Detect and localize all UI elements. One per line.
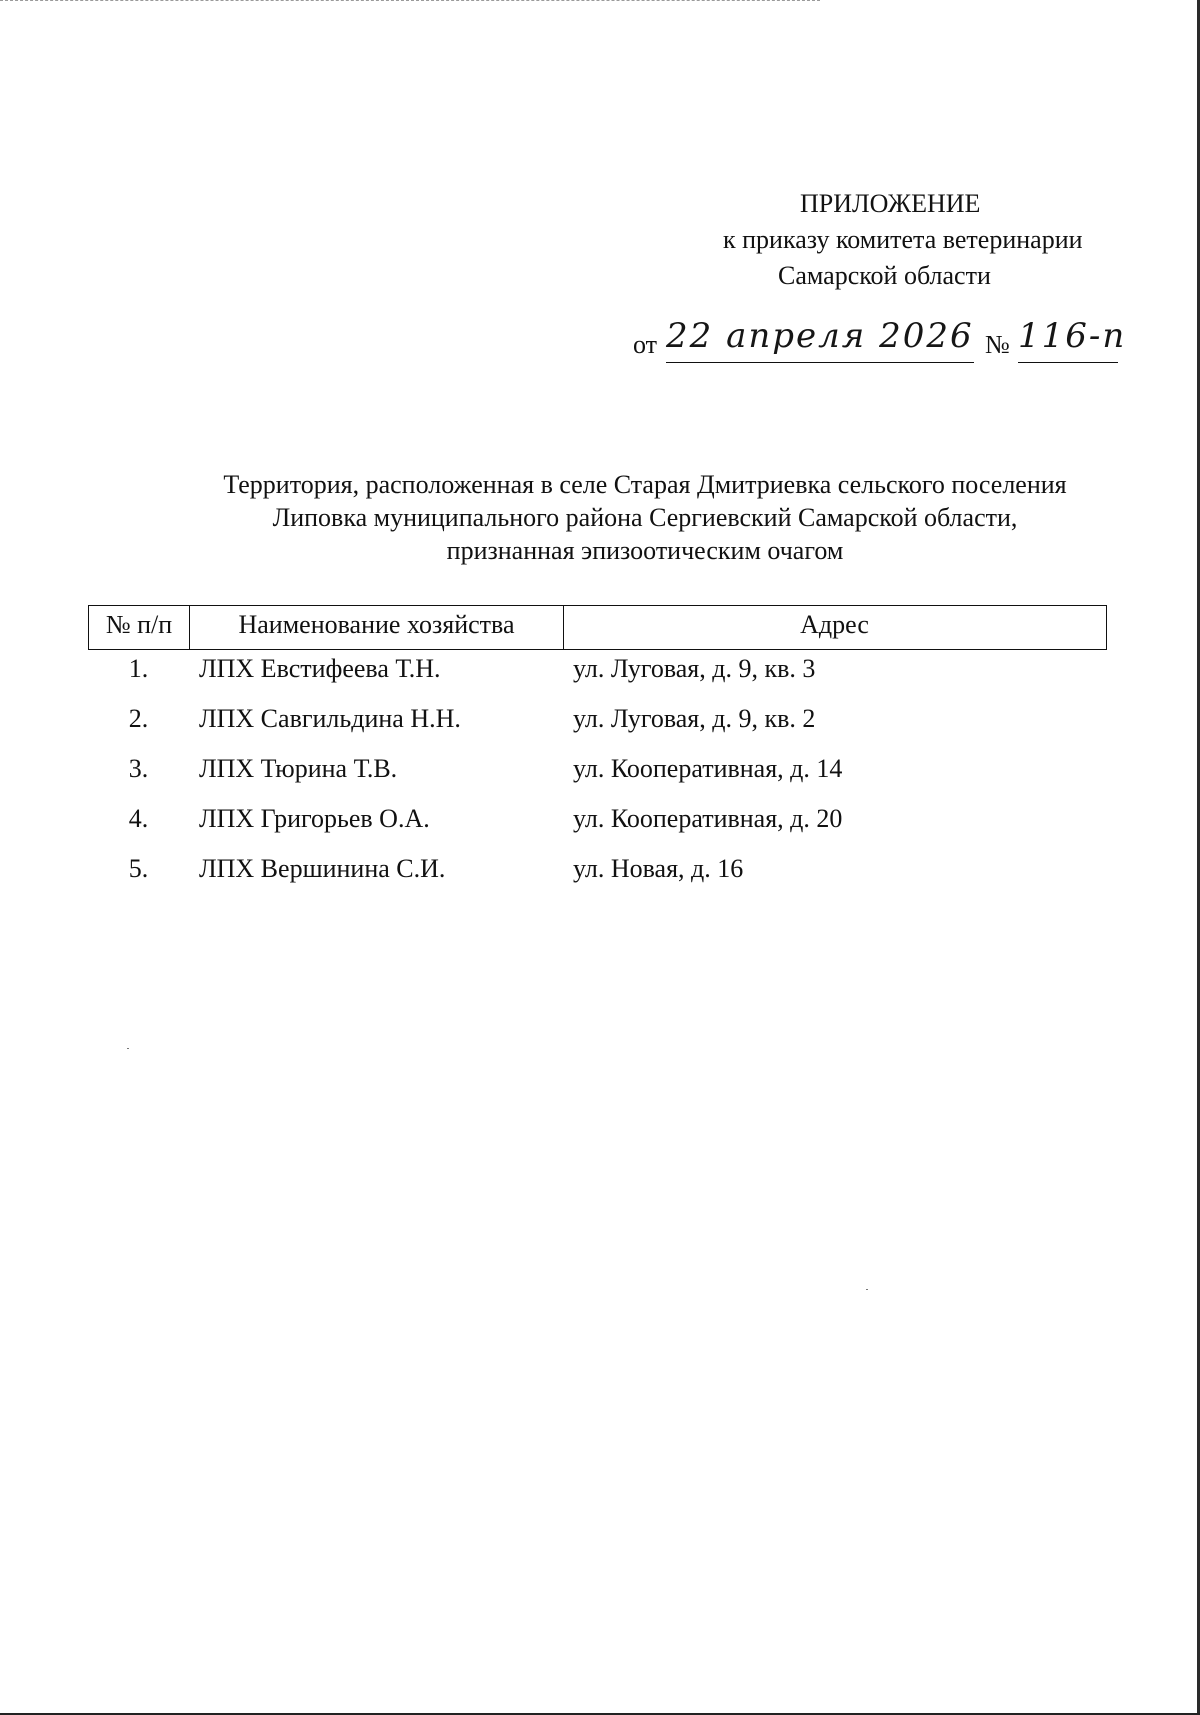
row-number: 3. xyxy=(128,754,149,783)
order-date-handwritten: 22 апреля 2026 xyxy=(666,316,974,356)
column-header-address: Адрес xyxy=(800,610,869,639)
appendix-region: Самарской области xyxy=(778,261,991,290)
scan-artifact-top-line xyxy=(0,0,820,1)
table-row xyxy=(88,704,1107,754)
row-address: ул. Кооперативная, д. 20 xyxy=(573,804,843,833)
heading-line: Территория, расположенная в селе Старая Дмитриевка сельского поселения xyxy=(223,470,1067,499)
order-date-prefix: от xyxy=(633,330,658,359)
order-number-handwritten: 116-п xyxy=(1018,316,1127,356)
column-header-number: № п/п xyxy=(89,606,190,649)
document-heading xyxy=(110,468,1180,567)
table-row xyxy=(88,654,1107,704)
order-number-field xyxy=(1018,316,1127,363)
order-date-field xyxy=(666,318,974,363)
row-address: ул. Кооперативная, д. 14 xyxy=(573,754,843,783)
row-address: ул. Новая, д. 16 xyxy=(573,854,744,883)
row-number: 1. xyxy=(128,654,149,683)
table-row xyxy=(88,754,1107,804)
column-header-name: Наименование хозяйства xyxy=(190,606,564,649)
order-number-label: № xyxy=(985,330,1010,359)
appendix-title: ПРИЛОЖЕНИЕ xyxy=(800,189,981,218)
scan-speck xyxy=(127,1048,129,1049)
households-table xyxy=(88,605,1107,904)
row-address: ул. Луговая, д. 9, кв. 2 xyxy=(573,704,816,733)
heading-line: признанная эпизоотическим очагом xyxy=(446,536,844,565)
table-header-row xyxy=(88,605,1107,650)
table-row xyxy=(88,854,1107,904)
row-number: 2. xyxy=(128,704,149,733)
row-household-name: ЛПХ Вершинина С.И. xyxy=(199,854,446,883)
appendix-subtitle: к приказу комитета ветеринарии xyxy=(723,225,1083,254)
row-household-name: ЛПХ Савгильдина Н.Н. xyxy=(199,704,461,733)
table-row xyxy=(88,804,1107,854)
scan-speck xyxy=(866,1289,868,1290)
row-household-name: ЛПХ Евстифеева Т.Н. xyxy=(199,654,441,683)
order-reference xyxy=(633,316,1127,368)
row-number: 4. xyxy=(128,804,149,833)
row-address: ул. Луговая, д. 9, кв. 3 xyxy=(573,654,816,683)
heading-line: Липовка муниципального района Сергиевский Самарской области, xyxy=(272,503,1018,532)
row-household-name: ЛПХ Тюрина Т.В. xyxy=(199,754,398,783)
row-number: 5. xyxy=(128,854,149,883)
row-household-name: ЛПХ Григорьев О.А. xyxy=(199,804,430,833)
